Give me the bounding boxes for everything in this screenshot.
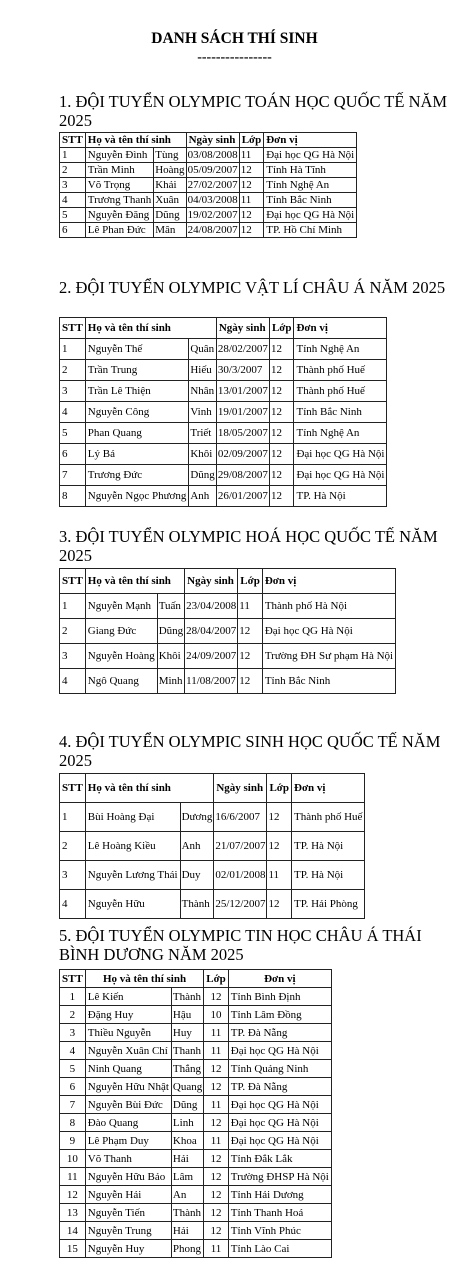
cell-grade: 12 bbox=[267, 890, 292, 919]
cell-first-name: Lâm bbox=[171, 1168, 203, 1186]
cell-grade: 12 bbox=[267, 803, 292, 832]
cell-first-name: Duy bbox=[180, 861, 214, 890]
cell-first-name: Khôi bbox=[189, 444, 216, 465]
cell-grade: 11 bbox=[204, 1042, 229, 1060]
cell-dob: 05/09/2007 bbox=[187, 164, 238, 176]
cell-first-name: Dương bbox=[180, 803, 214, 832]
cell-grade: 12 bbox=[269, 381, 294, 402]
cell-grade: 12 bbox=[238, 669, 263, 694]
cell-last-name: Trần Lê Thiện bbox=[85, 381, 189, 402]
table-header-row bbox=[60, 569, 396, 594]
cell-first-name: Huy bbox=[171, 1024, 203, 1042]
cell-dob: 21/07/2007 bbox=[214, 832, 267, 861]
cell-last-name: Lê Kiến bbox=[85, 988, 171, 1006]
cell-last-name: Nguyễn Hải bbox=[85, 1186, 171, 1204]
table-row bbox=[60, 1150, 332, 1168]
cell-grade: 12 bbox=[239, 223, 264, 238]
cell-grade: 10 bbox=[204, 1006, 229, 1024]
cell-unit: Thành phố Hà Nội bbox=[262, 594, 395, 619]
cell-stt: 1 bbox=[60, 148, 86, 163]
section-heading-physics: 2. ĐỘI TUYỂN OLYMPIC VẬT LÍ CHÂU Á NĂM 2025 bbox=[59, 278, 446, 297]
cell-grade: 12 bbox=[239, 178, 264, 193]
cell-unit: Trường ĐH Sư phạm Hà Nội bbox=[262, 644, 395, 669]
cell-grade: 12 bbox=[269, 360, 294, 381]
header-stt: STT bbox=[60, 133, 86, 148]
cell-unit: Trường ĐHSP Hà Nội bbox=[228, 1168, 331, 1186]
cell-first-name: Hoàng bbox=[155, 164, 185, 176]
cell-stt: 4 bbox=[60, 402, 86, 423]
cell-first-name: Hiếu bbox=[189, 360, 216, 381]
section-heading-chemistry: 3. ĐỘI TUYỂN OLYMPIC HOÁ HỌC QUỐC TẾ NĂM 2025 bbox=[59, 527, 438, 565]
cell-unit: Thành phố Huế bbox=[294, 360, 387, 381]
cell-last-name: Ninh Quang bbox=[85, 1060, 171, 1078]
cell-unit: Tỉnh Nghệ An bbox=[294, 339, 387, 360]
cell-first-name: Xuân bbox=[154, 193, 186, 208]
cell-dob: 25/12/2007 bbox=[214, 890, 267, 919]
cell-stt: 7 bbox=[60, 465, 86, 486]
cell-first-name: Dũng bbox=[171, 1096, 203, 1114]
cell-grade: 12 bbox=[204, 1060, 229, 1078]
table-row bbox=[60, 208, 357, 223]
cell-last-name: Bùi Hoàng Đại bbox=[85, 803, 180, 832]
cell-stt: 3 bbox=[60, 644, 86, 669]
cell-dob: 02/01/2008 bbox=[214, 861, 267, 890]
cell-dob: 26/01/2007 bbox=[216, 486, 269, 507]
cell-unit: Tỉnh Lâm Đồng bbox=[228, 1006, 331, 1024]
table-row bbox=[60, 1222, 332, 1240]
cell-stt: 11 bbox=[60, 1168, 86, 1186]
cell-grade: 11 bbox=[267, 861, 292, 890]
cell-last-name: Lê Phan Đức bbox=[85, 223, 153, 238]
table-row bbox=[60, 163, 357, 178]
table-row bbox=[60, 223, 357, 238]
cell-unit: TP. Hà Nội bbox=[292, 861, 365, 890]
table-row bbox=[60, 465, 387, 486]
table-row bbox=[60, 193, 357, 208]
cell-stt: 6 bbox=[60, 444, 86, 465]
cell-last-name: Nguyễn Xuân Chí bbox=[85, 1042, 171, 1060]
table-row bbox=[60, 619, 396, 644]
cell-first-name: Quân bbox=[189, 339, 216, 360]
cell-stt: 13 bbox=[60, 1204, 86, 1222]
cell-first-name: Minh bbox=[157, 669, 184, 694]
cell-first-name: Anh bbox=[189, 486, 216, 507]
cell-stt: 8 bbox=[60, 1114, 86, 1132]
cell-last-name: Nguyễn Tiến bbox=[85, 1204, 171, 1222]
header-stt: STT bbox=[60, 318, 86, 339]
team-table-chemistry bbox=[59, 568, 396, 694]
cell-unit: TP. Hồ Chí Minh bbox=[264, 223, 357, 238]
cell-stt: 1 bbox=[60, 339, 86, 360]
cell-stt: 3 bbox=[60, 178, 86, 193]
header-unit: Đơn vị bbox=[262, 569, 395, 594]
cell-last-name: Lê Phạm Duy bbox=[85, 1132, 171, 1150]
cell-first-name: Tuấn bbox=[157, 594, 184, 619]
header-unit: Đơn vị bbox=[292, 774, 365, 803]
team-table-informatics bbox=[59, 969, 332, 1258]
table-row bbox=[60, 861, 365, 890]
cell-last-name: Lý Bá bbox=[85, 444, 189, 465]
cell-unit: Tỉnh Hà Tĩnh bbox=[264, 163, 357, 178]
cell-last-name: Thiều Nguyễn bbox=[85, 1024, 171, 1042]
table-row bbox=[60, 1042, 332, 1060]
header-stt: STT bbox=[60, 970, 86, 988]
section-heading-biology: 4. ĐỘI TUYỂN OLYMPIC SINH HỌC QUỐC TẾ NĂM 2025 bbox=[59, 732, 441, 770]
cell-unit: Đại học QG Hà Nội bbox=[228, 1096, 331, 1114]
table-row bbox=[60, 988, 332, 1006]
cell-stt: 1 bbox=[60, 988, 86, 1006]
cell-stt: 2 bbox=[60, 832, 86, 861]
cell-dob: 16/6/2007 bbox=[214, 803, 267, 832]
cell-first-name: Thành bbox=[180, 890, 214, 919]
cell-grade: 12 bbox=[269, 423, 294, 444]
cell-dob: 27/02/2007 bbox=[187, 179, 238, 191]
table-header-row bbox=[60, 970, 332, 988]
cell-stt: 4 bbox=[60, 1042, 86, 1060]
cell-last-name: Nguyễn Ngọc Phương bbox=[85, 486, 189, 507]
cell-last-name: Đặng Huy bbox=[85, 1006, 171, 1024]
header-dob: Ngày sinh bbox=[216, 318, 269, 339]
cell-stt: 2 bbox=[60, 1006, 86, 1024]
cell-unit: Tỉnh Nghệ An bbox=[294, 423, 387, 444]
cell-first-name: Tùng bbox=[154, 148, 186, 163]
header-grade: Lớp bbox=[238, 569, 263, 594]
cell-dob: 11/08/2007 bbox=[185, 669, 238, 694]
table-row bbox=[60, 594, 396, 619]
cell-first-name: Hậu bbox=[171, 1006, 203, 1024]
cell-unit: Tỉnh Bắc Ninh bbox=[262, 669, 395, 694]
cell-grade: 11 bbox=[239, 193, 264, 208]
table-row bbox=[60, 339, 387, 360]
table-row bbox=[60, 669, 396, 694]
cell-dob: 29/08/2007 bbox=[216, 465, 269, 486]
cell-grade: 12 bbox=[269, 339, 294, 360]
header-grade: Lớp bbox=[239, 133, 264, 148]
cell-stt: 3 bbox=[60, 381, 86, 402]
header-name: Họ và tên thí sinh bbox=[85, 133, 186, 148]
cell-grade: 11 bbox=[204, 1240, 229, 1258]
cell-grade: 11 bbox=[204, 1024, 229, 1042]
cell-unit: Tỉnh Đắk Lắk bbox=[228, 1150, 331, 1168]
cell-last-name: Nguyễn Huy bbox=[85, 1240, 171, 1258]
table-row bbox=[60, 1132, 332, 1150]
cell-last-name: Võ Thanh bbox=[85, 1150, 171, 1168]
cell-dob: 23/04/2008 bbox=[185, 594, 238, 619]
table-row bbox=[60, 1168, 332, 1186]
cell-last-name: Nguyễn Bùi Đức bbox=[85, 1096, 171, 1114]
cell-first-name: Vinh bbox=[189, 402, 216, 423]
cell-dob: 13/01/2007 bbox=[216, 381, 269, 402]
cell-last-name: Nguyễn Hữu Nhật bbox=[85, 1078, 171, 1096]
table-row bbox=[60, 444, 387, 465]
cell-grade: 12 bbox=[238, 619, 263, 644]
cell-grade: 12 bbox=[204, 1114, 229, 1132]
cell-stt: 3 bbox=[60, 861, 86, 890]
cell-dob: 28/02/2007 bbox=[216, 339, 269, 360]
cell-last-name: Trương Đức bbox=[85, 465, 189, 486]
cell-unit: Đại học QG Hà Nội bbox=[228, 1114, 331, 1132]
cell-dob: 02/09/2007 bbox=[216, 444, 269, 465]
cell-dob: 28/04/2007 bbox=[185, 619, 238, 644]
cell-stt: 2 bbox=[60, 163, 86, 178]
cell-stt: 1 bbox=[60, 594, 86, 619]
header-dob: Ngày sinh bbox=[186, 133, 239, 148]
cell-unit: TP. Hải Phòng bbox=[292, 890, 365, 919]
cell-stt: 2 bbox=[60, 619, 86, 644]
cell-first-name: Dũng bbox=[154, 208, 186, 223]
cell-last-name: Nguyễn Lương Thái bbox=[85, 861, 180, 890]
cell-last-name: Nguyễn Đăng bbox=[85, 208, 153, 223]
cell-first-name: Quang bbox=[171, 1078, 203, 1096]
table-row bbox=[60, 1024, 332, 1042]
table-row bbox=[60, 1204, 332, 1222]
cell-stt: 10 bbox=[60, 1150, 86, 1168]
cell-unit: Tỉnh Lào Cai bbox=[228, 1240, 331, 1258]
table-row bbox=[60, 1078, 332, 1096]
cell-stt: 5 bbox=[60, 208, 86, 223]
cell-grade: 12 bbox=[239, 208, 264, 223]
cell-first-name: Khoa bbox=[171, 1132, 203, 1150]
cell-last-name: Phan Quang bbox=[85, 423, 189, 444]
header-stt: STT bbox=[60, 569, 86, 594]
cell-grade: 11 bbox=[204, 1132, 229, 1150]
cell-grade: 12 bbox=[204, 988, 229, 1006]
team-table-math bbox=[59, 132, 357, 238]
cell-grade: 12 bbox=[269, 465, 294, 486]
cell-first-name: Triết bbox=[189, 423, 216, 444]
cell-stt: 4 bbox=[60, 890, 86, 919]
table-row bbox=[60, 381, 387, 402]
header-name: Họ và tên thí sinh bbox=[85, 774, 214, 803]
cell-unit: Tỉnh Vĩnh Phúc bbox=[228, 1222, 331, 1240]
cell-last-name: Ngô Quang bbox=[85, 669, 157, 694]
cell-unit: Đại học QG Hà Nội bbox=[264, 208, 357, 223]
header-name: Họ và tên thí sinh bbox=[85, 970, 203, 988]
cell-grade: 12 bbox=[204, 1222, 229, 1240]
cell-stt: 12 bbox=[60, 1186, 86, 1204]
cell-unit: TP. Hà Nội bbox=[294, 486, 387, 507]
cell-last-name: Lê Hoàng Kiều bbox=[85, 832, 180, 861]
cell-unit: Đại học QG Hà Nội bbox=[228, 1132, 331, 1150]
cell-unit: Đại học QG Hà Nội bbox=[294, 465, 387, 486]
cell-dob: 30/3/2007 bbox=[216, 360, 269, 381]
cell-unit: Tỉnh Bắc Ninh bbox=[294, 402, 387, 423]
cell-first-name: Hải bbox=[171, 1222, 203, 1240]
cell-first-name: Thắng bbox=[171, 1060, 203, 1078]
cell-stt: 5 bbox=[60, 423, 86, 444]
cell-first-name: Dũng bbox=[189, 465, 216, 486]
cell-unit: Tỉnh Thanh Hoá bbox=[228, 1204, 331, 1222]
cell-grade: 12 bbox=[267, 832, 292, 861]
header-name: Họ và tên thí sinh bbox=[85, 318, 216, 339]
table-row bbox=[60, 402, 387, 423]
cell-unit: Thành phố Huế bbox=[294, 381, 387, 402]
table-row bbox=[60, 890, 365, 919]
cell-stt: 1 bbox=[60, 803, 86, 832]
cell-first-name: Khải bbox=[154, 178, 186, 193]
title-underline: ---------------- bbox=[197, 50, 272, 65]
table-row bbox=[60, 178, 357, 193]
cell-last-name: Nguyễn Thế bbox=[85, 339, 189, 360]
header-dob: Ngày sinh bbox=[185, 569, 238, 594]
cell-last-name: Nguyễn Công bbox=[85, 402, 189, 423]
cell-grade: 12 bbox=[204, 1186, 229, 1204]
cell-last-name: Trần Trung bbox=[85, 360, 189, 381]
cell-unit: TP. Đà Nẵng bbox=[228, 1024, 331, 1042]
table-row bbox=[60, 1060, 332, 1078]
cell-dob: 03/08/2008 bbox=[187, 149, 238, 161]
cell-grade: 12 bbox=[204, 1150, 229, 1168]
header-grade: Lớp bbox=[267, 774, 292, 803]
cell-grade: 11 bbox=[238, 594, 263, 619]
table-row bbox=[60, 644, 396, 669]
cell-grade: 12 bbox=[204, 1168, 229, 1186]
cell-grade: 12 bbox=[239, 163, 264, 178]
cell-grade: 12 bbox=[204, 1204, 229, 1222]
cell-unit: TP. Hà Nội bbox=[292, 832, 365, 861]
cell-stt: 14 bbox=[60, 1222, 86, 1240]
header-unit: Đơn vị bbox=[294, 318, 387, 339]
cell-unit: Tỉnh Bắc Ninh bbox=[264, 193, 357, 208]
cell-first-name: Thành bbox=[171, 1204, 203, 1222]
cell-grade: 12 bbox=[269, 486, 294, 507]
cell-last-name: Nguyễn Hoàng bbox=[85, 644, 157, 669]
cell-last-name: Võ Trọng bbox=[85, 178, 153, 193]
header-unit: Đơn vị bbox=[228, 970, 331, 988]
cell-dob: 24/09/2007 bbox=[185, 644, 238, 669]
table-row bbox=[60, 486, 387, 507]
cell-stt: 15 bbox=[60, 1240, 86, 1258]
table-header-row bbox=[60, 133, 357, 148]
cell-dob: 19/02/2007 bbox=[187, 209, 238, 221]
cell-first-name: Thành bbox=[171, 988, 203, 1006]
table-row bbox=[60, 423, 387, 444]
cell-first-name: Hải bbox=[171, 1150, 203, 1168]
header-unit: Đơn vị bbox=[264, 133, 357, 148]
header-grade: Lớp bbox=[204, 970, 229, 988]
cell-grade: 12 bbox=[269, 444, 294, 465]
section-heading-informatics: 5. ĐỘI TUYỂN OLYMPIC TIN HỌC CHÂU Á THÁI BÌNH DƯƠNG NĂM 2025 bbox=[59, 926, 422, 964]
cell-first-name: Dũng bbox=[157, 619, 184, 644]
cell-dob: 24/08/2007 bbox=[187, 224, 238, 236]
table-row bbox=[60, 148, 357, 163]
table-row bbox=[60, 803, 365, 832]
table-header-row bbox=[60, 318, 387, 339]
cell-grade: 12 bbox=[269, 402, 294, 423]
cell-stt: 8 bbox=[60, 486, 86, 507]
cell-stt: 6 bbox=[60, 223, 86, 238]
cell-unit: TP. Đà Nẵng bbox=[228, 1078, 331, 1096]
cell-last-name: Giang Đức bbox=[85, 619, 157, 644]
cell-first-name: Thanh bbox=[171, 1042, 203, 1060]
table-row bbox=[60, 1096, 332, 1114]
cell-grade: 12 bbox=[238, 644, 263, 669]
cell-last-name: Trương Thanh bbox=[85, 193, 153, 208]
cell-stt: 2 bbox=[60, 360, 86, 381]
table-row bbox=[60, 1006, 332, 1024]
cell-grade: 12 bbox=[204, 1078, 229, 1096]
header-name: Họ và tên thí sinh bbox=[85, 569, 184, 594]
cell-unit: Đại học QG Hà Nội bbox=[264, 148, 357, 163]
cell-unit: Đại học QG Hà Nội bbox=[262, 619, 395, 644]
cell-grade: 11 bbox=[204, 1096, 229, 1114]
cell-first-name: Phong bbox=[171, 1240, 203, 1258]
cell-first-name: Anh bbox=[180, 832, 214, 861]
table-header-row bbox=[60, 774, 365, 803]
cell-unit: Tỉnh Nghệ An bbox=[264, 178, 357, 193]
cell-first-name: Khôi bbox=[157, 644, 184, 669]
document-title: DANH SÁCH THÍ SINH bbox=[151, 30, 318, 47]
cell-unit: Đại học QG Hà Nội bbox=[294, 444, 387, 465]
table-row bbox=[60, 360, 387, 381]
cell-dob: 18/05/2007 bbox=[216, 423, 269, 444]
cell-stt: 7 bbox=[60, 1096, 86, 1114]
cell-stt: 9 bbox=[60, 1132, 86, 1150]
cell-first-name: An bbox=[171, 1186, 203, 1204]
cell-dob: 19/01/2007 bbox=[216, 402, 269, 423]
cell-unit: Tỉnh Hải Dương bbox=[228, 1186, 331, 1204]
cell-stt: 4 bbox=[60, 669, 86, 694]
cell-last-name: Trần Minh bbox=[85, 163, 153, 178]
cell-first-name: Mân bbox=[154, 223, 186, 238]
cell-unit: Thành phố Huế bbox=[292, 803, 365, 832]
cell-last-name: Nguyễn Mạnh bbox=[85, 594, 157, 619]
cell-last-name: Nguyễn Hữu bbox=[85, 890, 180, 919]
cell-last-name: Đào Quang bbox=[85, 1114, 171, 1132]
cell-last-name: Nguyễn Trung bbox=[85, 1222, 171, 1240]
cell-grade: 11 bbox=[239, 148, 264, 163]
cell-unit: Tỉnh Bình Định bbox=[228, 988, 331, 1006]
header-dob: Ngày sinh bbox=[214, 774, 267, 803]
cell-stt: 5 bbox=[60, 1060, 86, 1078]
cell-dob: 04/03/2008 bbox=[187, 194, 238, 206]
header-stt: STT bbox=[60, 774, 86, 803]
table-row bbox=[60, 1240, 332, 1258]
section-heading-math: 1. ĐỘI TUYỂN OLYMPIC TOÁN HỌC QUỐC TẾ NĂM 2025 bbox=[59, 92, 448, 130]
cell-stt: 4 bbox=[60, 193, 86, 208]
cell-last-name: Nguyễn Đình bbox=[85, 148, 153, 163]
cell-first-name: Linh bbox=[171, 1114, 203, 1132]
cell-last-name: Nguyễn Hữu Bảo bbox=[85, 1168, 171, 1186]
cell-stt: 6 bbox=[60, 1078, 86, 1096]
table-row bbox=[60, 1186, 332, 1204]
cell-unit: Tỉnh Quảng Ninh bbox=[228, 1060, 331, 1078]
cell-unit: Đại học QG Hà Nội bbox=[228, 1042, 331, 1060]
team-table-biology bbox=[59, 773, 365, 919]
cell-first-name: Nhân bbox=[189, 381, 216, 402]
header-grade: Lớp bbox=[269, 318, 294, 339]
team-table-physics bbox=[59, 317, 387, 507]
table-row bbox=[60, 832, 365, 861]
cell-stt: 3 bbox=[60, 1024, 86, 1042]
table-row bbox=[60, 1114, 332, 1132]
